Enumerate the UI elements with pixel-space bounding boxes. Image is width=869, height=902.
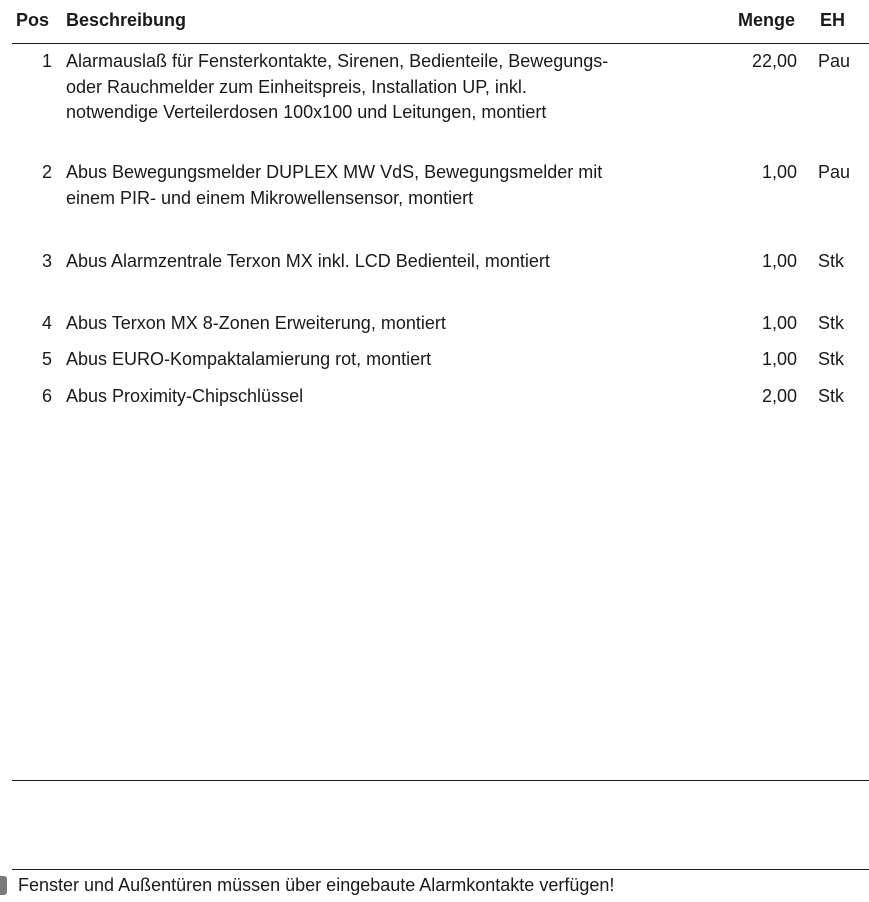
header-description: Beschreibung [66,10,187,30]
item-pos: 3 [41,251,52,271]
item-description-line: oder Rauchmelder zum Einheitspreis, Installation UP, inkl. [66,76,527,97]
item-description [66,249,706,275]
item-pos: 6 [41,386,52,406]
item-unit: Stk [818,386,845,406]
item-description-line: einem PIR- und einem Mikrowellensensor, montiert [66,187,474,208]
item-description-line: Abus EURO-Kompaktalamierung rot, montiert [66,349,432,369]
footer-note [0,874,869,900]
table-end-divider [12,780,869,781]
item-pos: 2 [41,162,52,182]
item-unit: Stk [818,349,845,369]
item-unit: Pau [818,162,851,182]
item-description-line: Abus Alarmzentrale Terxon MX inkl. LCD Bedienteil, montiert [66,251,550,271]
footer-note-text: Fenster und Außentüren müssen über eingebaute Alarmkontakte verfügen! [18,875,615,895]
item-description-line: Abus Bewegungsmelder DUPLEX MW VdS, Bewegungsmelder mit [66,162,603,182]
note-marker-icon [0,876,7,895]
header-divider [12,43,869,44]
item-description [66,160,706,211]
header-unit: EH [820,10,846,30]
header-pos: Pos [16,10,50,30]
item-description-line: notwendige Verteilerdosen 100x100 und Leitungen, montiert [66,102,547,122]
item-unit: Pau [818,51,851,71]
item-pos: 5 [41,349,52,369]
item-description-line: Abus Proximity-Chipschlüssel [66,386,304,406]
header-quantity: Menge [738,10,796,30]
item-description [66,311,706,337]
item-unit: Stk [818,251,845,271]
item-unit: Stk [818,313,845,333]
item-description-line: Abus Terxon MX 8-Zonen Erweiterung, montiert [66,313,446,333]
item-pos: 4 [41,313,52,333]
item-quantity: 1,00 [761,313,797,333]
table-header [0,10,869,36]
footer-divider [12,869,869,870]
item-quantity: 1,00 [761,251,797,271]
item-description [66,384,706,410]
item-quantity: 2,00 [761,386,797,406]
item-quantity: 1,00 [761,349,797,369]
item-description-line: Alarmauslaß für Fensterkontakte, Sirenen, Bedienteile, Bewegungs- [66,51,609,71]
item-quantity: 22,00 [751,51,797,71]
item-description [66,347,706,373]
item-pos: 1 [41,51,52,71]
item-quantity: 1,00 [761,162,797,182]
item-description [66,49,706,126]
